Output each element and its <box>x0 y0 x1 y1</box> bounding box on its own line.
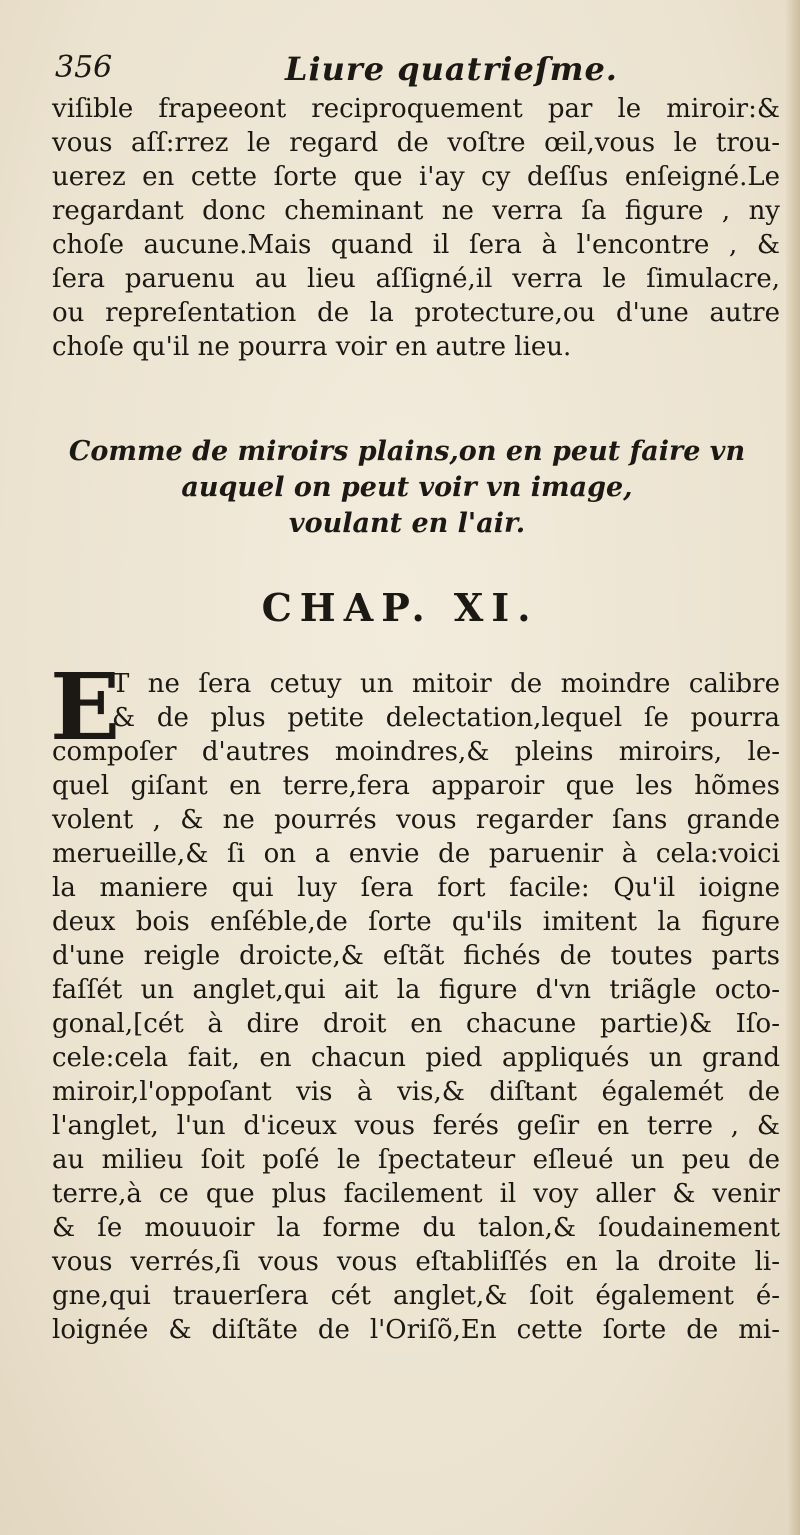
text-line: uerez en cette ſorte que i'ay cy deſſus enſeigné.Le <box>52 162 780 192</box>
drop-cap: E <box>50 653 121 761</box>
text-line: volent , & ne pourrés vous regarder ſans grande <box>52 805 780 835</box>
section-caption <box>52 434 762 542</box>
text-line: gne,qui trauerſera cét anglet,& ſoit également é- <box>52 1281 780 1311</box>
text-line: quel giſant en terre,fera apparoir que les hõmes <box>52 771 780 801</box>
text-line: vous verrés,ſi vous vous eſtabliſſés en la droite li- <box>52 1247 780 1277</box>
text-line: loignée & diſtãte de l'Oriſõ,En cette ſorte de mi- <box>52 1315 780 1345</box>
paragraph-main <box>50 653 780 1347</box>
paragraph-top <box>52 92 780 364</box>
text-line: choſe aucune.Mais quand il ſera à l'encontre , & <box>52 230 780 260</box>
text-line: miroir,l'oppoſant vis à vis,& diſtant égalemét de <box>52 1077 780 1107</box>
text-line: compoſer d'autres moindres,& pleins miroirs, le- <box>52 737 780 767</box>
text-line: merueille,& ſi on a envie de paruenir à cela:voici <box>52 839 780 869</box>
text-line: faſſét un anglet,qui ait la figure d'vn triãgle octo- <box>52 975 780 1005</box>
text-line: vous aſſ:rrez le regard de voſtre œil,vous le trou- <box>52 128 780 158</box>
page-edge <box>786 0 800 1535</box>
text-line: au milieu ſoit poſé le ſpectateur eſleué un peu de <box>52 1145 780 1175</box>
text-line: regardant donc cheminant ne verra ſa figure , ny <box>52 196 780 226</box>
text-line: l'anglet, l'un d'iceux vous ferés geſir en terre , & <box>52 1111 780 1141</box>
caption-line: auquel on peut voir vn image, <box>181 472 633 503</box>
text-line: choſe qu'il ne pourra voir en autre lieu. <box>52 332 572 362</box>
text-line: T ne ſera cetuy un mitoir de moindre calibre <box>112 669 780 699</box>
text-line: d'une reigle droicte,& eſtãt fichés de toutes parts <box>52 941 780 971</box>
chapter-title: CHAP. XI. <box>261 585 539 630</box>
text-line: terre,à ce que plus facilement il voy aller & venir <box>52 1179 780 1209</box>
text-line: ou repreſentation de la protecture,ou d'une autre <box>52 298 780 328</box>
caption-line: Comme de miroirs plains,on en peut faire vn <box>68 436 746 467</box>
text-line: cele:cela fait, en chacun pied appliqués un grand <box>52 1043 780 1073</box>
text-line: deux bois enſéble,de ſorte qu'ils imitent la figure <box>52 907 780 937</box>
text-line: gonal,[cét à dire droit en chacune partie)& Iſo- <box>52 1009 780 1039</box>
running-title: Liure quatrieſme. <box>285 50 618 88</box>
text-line: & de plus petite delectation,lequel ſe pourra <box>112 703 780 733</box>
caption-line: voulant en l'air. <box>288 508 526 539</box>
page-number: 356 <box>55 50 113 85</box>
text-line: la maniere qui luy ſera fort facile: Qu'il ioigne <box>52 873 780 903</box>
page-header <box>55 50 735 90</box>
text-line: & ſe mouuoir la forme du talon,& ſoudainement <box>52 1213 780 1243</box>
text-line: ſera paruenu au lieu aſſigné,il verra le ſimulacre, <box>52 264 780 294</box>
text-line: viſible frapeeont reciproquement par le miroir:& <box>52 94 780 124</box>
